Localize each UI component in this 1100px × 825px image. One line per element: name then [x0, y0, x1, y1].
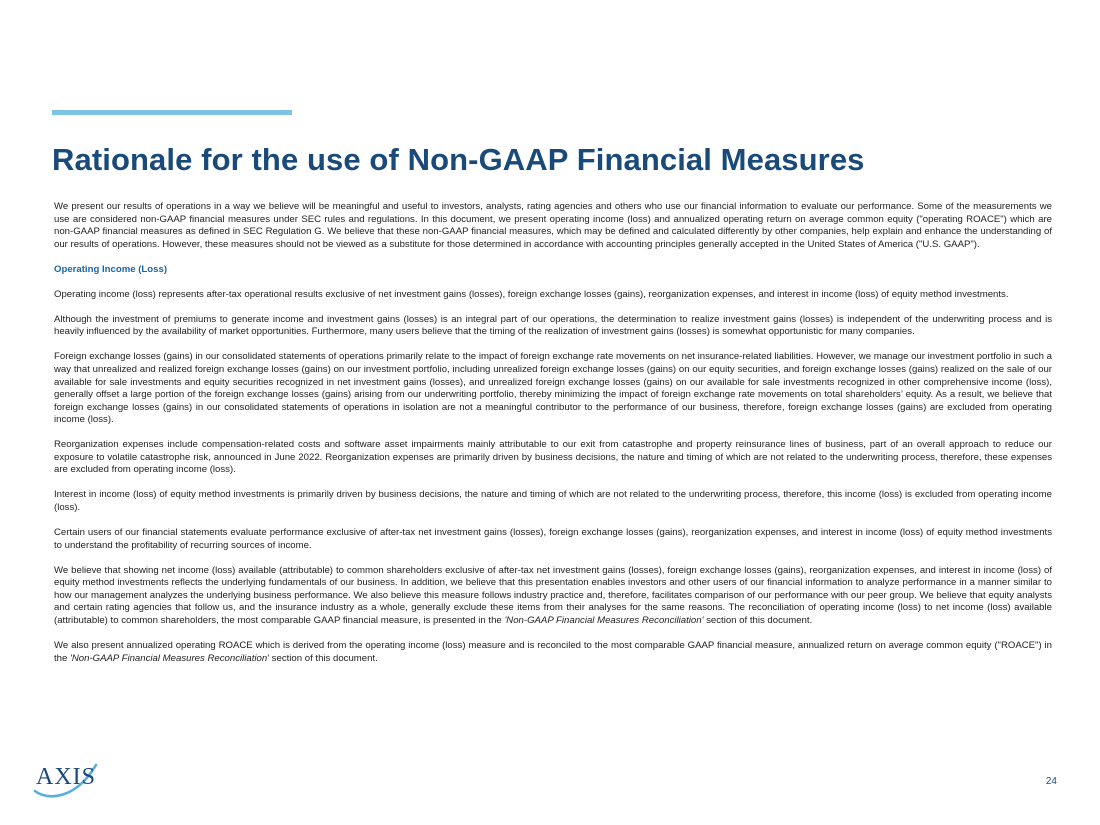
body-content	[54, 201, 1052, 678]
paragraph-foreign-exchange: Foreign exchange losses (gains) in our consolidated statements of operations primarily relate to the impact of foreign exchange rate movements on net insurance-related liabilities. However, we manage our investment portfolio in such a way that unrealized and realized foreign exchange losses (gains) on our investment portfolio, including unrealized foreign exchange losses (gains) on our equity securities, and foreign exchange losses (gains) realized on the sale of our available for sale investments and equity securities recognized in net investment gains (losses), and unrealized foreign exchange losses (gains) on our available for sale investments recognized in other comprehensive income (loss), generally offset a large portion of the foreign exchange losses (gains) arising from our underwriting portfolio, thereby minimizing the impact of foreign exchange rate movements on total shareholders’ equity. As a result, we believe that foreign exchange losses (gains) in our consolidated statements of operations in isolation are not a meaningful contributor to the performance of our business, therefore, foreign exchange losses (gains) are excluded from operating income (loss).	[54, 351, 1052, 426]
title-accent-bar	[52, 110, 292, 115]
paragraph-certain-users: Certain users of our financial statements evaluate performance exclusive of after-tax net investment gains (losses), foreign exchange losses (gains), reorganization expenses, and interest in income (loss) of equity method investments to understand the profitability of recurring sources of income.	[54, 527, 1052, 551]
paragraph-operating-income-definition: Operating income (loss) represents after-tax operational results exclusive of net investment gains (losses), foreign exchange losses (gains), reorganization expenses, and interest in income (loss) of equity method investments.	[54, 288, 1009, 300]
section-heading-operating-income: Operating Income (Loss)	[54, 263, 168, 275]
axis-logo	[30, 755, 102, 801]
paragraph-we-believe-text: We believe that showing net income (loss) available (attributable) to common shareholders exclusive of after-tax net investment gains (losses), foreign exchange losses (gains), reorganization expenses, and interest in income (loss) of equity method investments reflects the underlying fundamentals of our business. In addition, we believe that this presentation enables investors and other users of our financial information to analyze performance in a manner similar to how our management analyzes the underlying business performance. We also believe this measure follows industry practice and, therefore, facilitates comparison of our performance with our peer group. We believe that equity analysts and certain rating agencies that follow us, and the insurance industry as a whole, generally exclude these items from their analyses for the same reasons. The reconciliation of operating income (loss) to net income (loss) available (attributable) to common shareholders, the most comparable GAAP financial measure, is presented in the	[54, 564, 1052, 626]
page-title: Rationale for the use of Non-GAAP Financial Measures	[52, 142, 865, 177]
paragraph-we-believe	[54, 565, 1052, 628]
paragraph-investment-gains: Although the investment of premiums to generate income and investment gains (losses) is an integral part of our operations, the determination to realize investment gains (losses) is independent of the underwriting process and is heavily influenced by the availability of market opportunities. Furthermore, many users believe that the timing of the realization of investment gains (losses) is somewhat opportunistic for many companies.	[54, 313, 1052, 338]
reconciliation-reference: 'Non-GAAP Financial Measures Reconciliation'	[70, 652, 270, 664]
reconciliation-reference: 'Non-GAAP Financial Measures Reconciliation'	[504, 614, 704, 626]
paragraph-reorganization: Reorganization expenses include compensation-related costs and software asset impairments mainly attributable to our exit from catastrophe and property reinsurance lines of business, part of an overall approach to reduce our exposure to volatile catastrophe risk, announced in June 2022. Reorganization expenses are primarily driven by business decisions, the nature and timing of which are not related to the underwriting process, therefore, these expenses are excluded from operating income (loss).	[54, 439, 1052, 476]
logo-text: AXIS	[35, 764, 97, 790]
paragraph-we-believe-suffix: section of this document.	[703, 614, 813, 626]
paragraph-roace	[54, 640, 1052, 665]
paragraph-equity-method: Interest in income (loss) of equity method investments is primarily driven by business decisions, the nature and timing of which are not related to the underwriting process, therefore, this income (loss) is excluded from operating income (loss).	[54, 489, 1052, 514]
paragraph-roace-suffix: section of this document.	[269, 652, 378, 664]
page-number: 24	[1045, 776, 1057, 787]
paragraph-roace-text: We also present annualized operating ROACE which is derived from the operating income (loss) measure and is reconciled to the most comparable GAAP financial measure, annualized return on average common equity ("ROACE") in the	[54, 639, 1052, 664]
intro-paragraph: We present our results of operations in a way we believe will be meaningful and useful to investors, analysts, rating agencies and others who use our financial information to evaluate our performance. Some of the measurements we use are considered non-GAAP financial measures under SEC rules and regulations. In this document, we present operating income (loss) and annualized operating return on average common equity ("operating ROACE") which are non-GAAP financial measures as defined in SEC Regulation G. We believe that these non-GAAP financial measures, which may be defined and calculated differently by other companies, help explain and enhance the understanding of our results of operations. However, these measures should not be viewed as a substitute for those determined in accordance with accounting principles generally accepted in the United States of America ("U.S. GAAP").	[54, 201, 1052, 250]
